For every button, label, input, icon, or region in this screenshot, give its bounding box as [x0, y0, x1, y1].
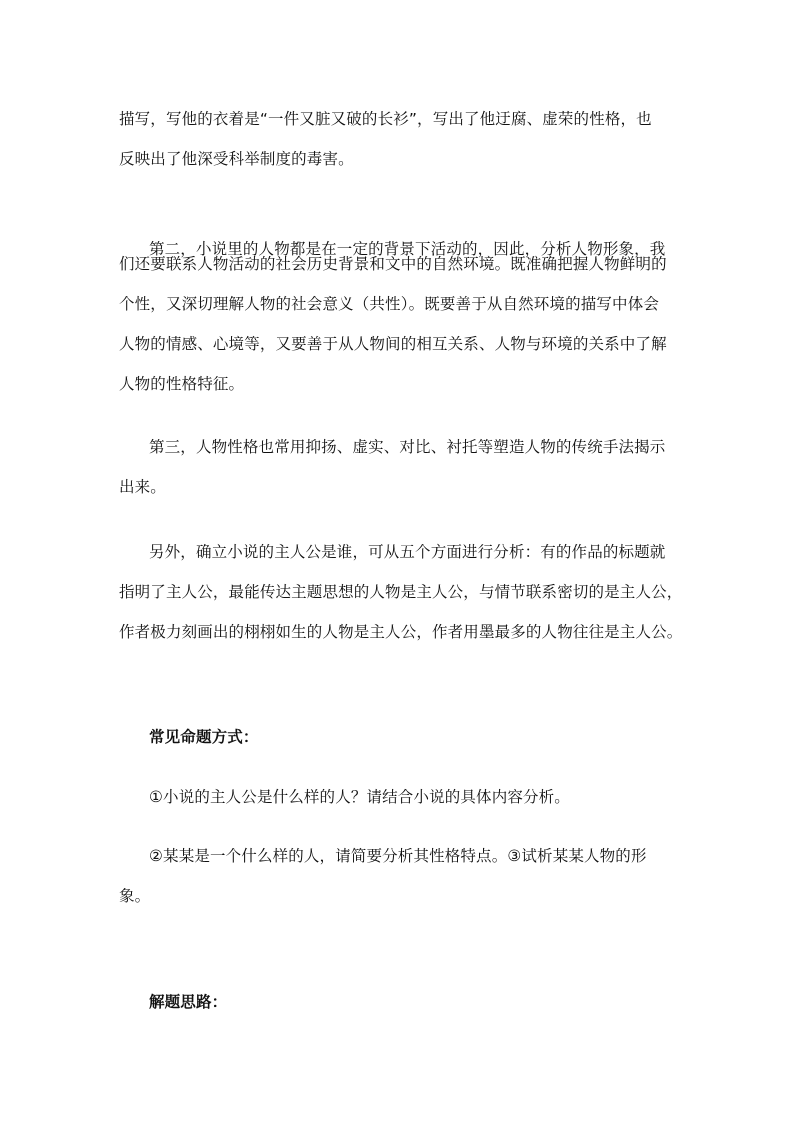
paragraph-line: 指明了主人公，最能传达主题思想的人物是主人公，与情节联系密切的是主人公， [119, 583, 683, 601]
paragraph-line: 个性，又深切理解人物的社会意义（共性）。既要善于从自然环境的描写中体会 [119, 295, 660, 313]
paragraph-line: 描写，写他的衣着是“一件又脏又破的长衫”，写出了他迂腐、虚荣的性格，也 [119, 110, 652, 128]
question-line: ②某某是一个什么样的人，请简要分析其性格特点。③试析某某人物的形 [149, 847, 647, 865]
paragraph-line: 反映出了他深受科举制度的毒害。 [119, 150, 354, 168]
section-heading: 常见命题方式： [149, 728, 259, 746]
paragraph-line: 第三，人物性格也常用抑扬、虚实、对比、衬托等塑造人物的传统手法揭示 [149, 438, 666, 456]
section-heading: 解题思路： [149, 993, 228, 1011]
paragraph-line: 人物的情感、心境等，又要善于从人物间的相互关系、人物与环境的关系中了解 [119, 335, 667, 353]
paragraph-line: 第二，小说里的人物都是在一定的背景下活动的，因此，分析人物形象，我 [149, 240, 666, 258]
question-line: ①小说的主人公是什么样的人？请结合小说的具体内容分析。 [149, 788, 570, 806]
paragraph-line: 人物的性格特征。 [119, 375, 245, 393]
paragraph-line: 出来。 [119, 478, 166, 496]
paragraph-line: 另外，确立小说的主人公是谁，可从五个方面进行分析：有的作品的标题就 [149, 543, 666, 561]
paragraph-line: 们还要联系人物活动的社会历史背景和文中的自然环境。既准确把握人物鲜明的 [119, 255, 667, 273]
paragraph-line: 作者极力刻画出的栩栩如生的人物是主人公，作者用墨最多的人物往往是主人公。 [119, 623, 683, 641]
question-line: 象。 [119, 887, 151, 905]
